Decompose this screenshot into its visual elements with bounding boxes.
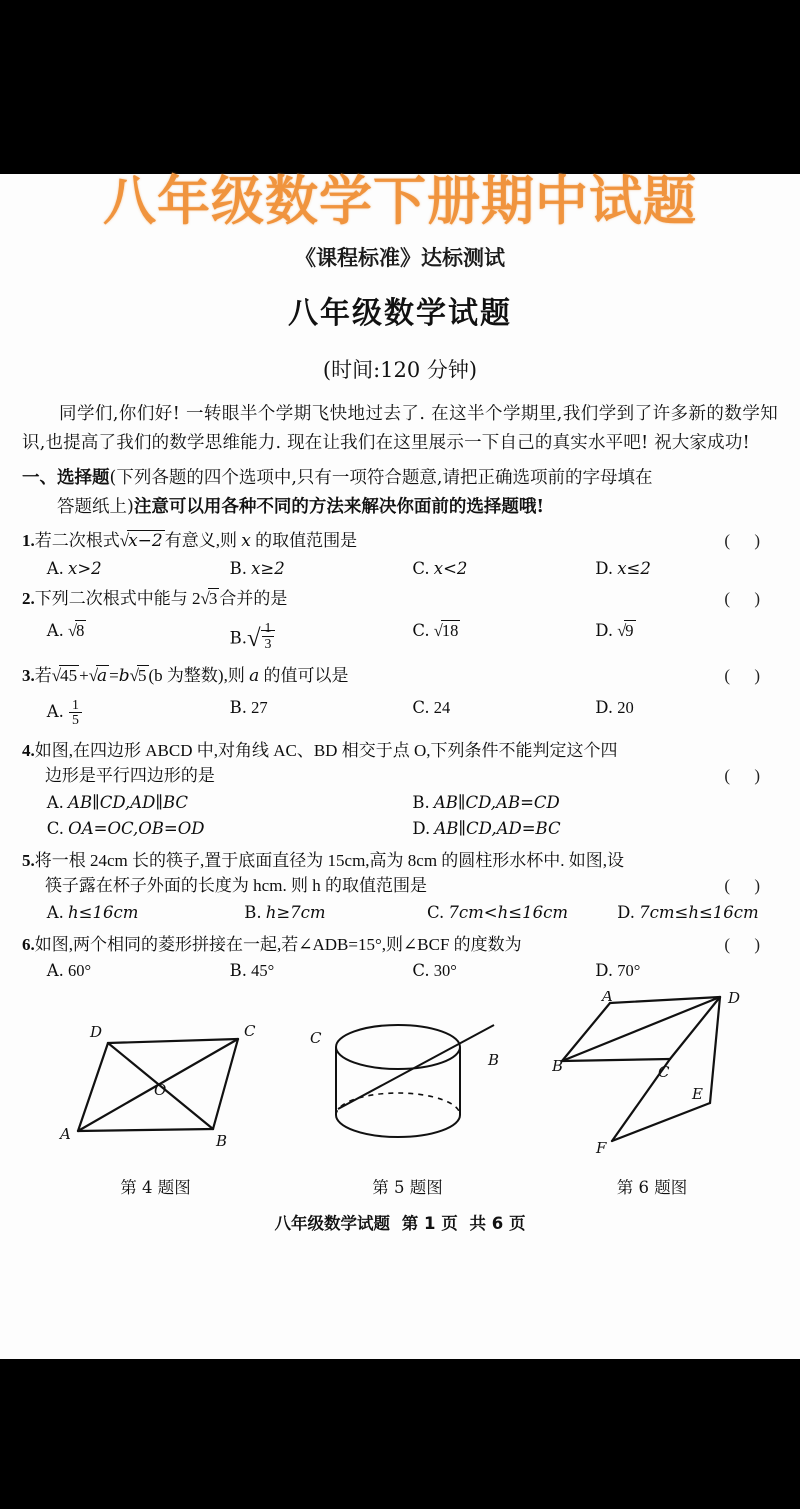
option-4b-label: B.	[412, 792, 430, 812]
option-2c-radicand: 18	[441, 621, 459, 641]
option-2b[interactable]	[230, 621, 413, 653]
question-2-stem-a: 下列二次根式中能与	[34, 588, 188, 608]
option-5b-text: h≥7cm	[265, 902, 326, 922]
option-2a-radicand: 8	[76, 621, 85, 641]
answer-bracket-2[interactable]: ( )	[724, 588, 770, 608]
option-6b-text: 45°	[251, 961, 275, 981]
option-1d-text: x≤2	[617, 558, 651, 578]
option-1a[interactable]	[47, 559, 230, 579]
question-1-number: 1.	[22, 531, 35, 551]
radical-x-minus-2: √x−2	[119, 531, 163, 552]
question-5-text-2: 筷子露在杯子外面的长度为 hcm. 则 h 的取值范围是	[44, 876, 427, 896]
option-6a[interactable]	[47, 961, 230, 981]
subtitle: 《课程标准》达标测试	[295, 245, 505, 270]
top-letterbox-bar	[0, 0, 800, 152]
question-1-radicand: x−2	[128, 531, 163, 552]
figure-6-label-B: B	[552, 1057, 564, 1076]
option-6b[interactable]	[230, 961, 413, 981]
option-6a-label: A.	[46, 961, 64, 981]
question-3-variable: a	[249, 666, 260, 687]
option-6d-text: 70°	[617, 961, 641, 981]
radical-45: √45	[51, 666, 78, 686]
option-5b-label: B.	[244, 902, 262, 922]
figure-6-label-F: F	[596, 1139, 607, 1158]
option-4b[interactable]	[412, 793, 778, 813]
option-5a[interactable]	[47, 903, 244, 923]
question-3-radicand-2: a	[97, 666, 108, 687]
radical-5: √5	[129, 666, 147, 686]
question-4-text-2: 边形是平行四边形的是	[44, 766, 215, 786]
question-4-options-row2	[22, 819, 778, 839]
option-5d-label: D.	[617, 902, 636, 922]
answer-bracket-4[interactable]: ( )	[724, 766, 770, 786]
figure-4-caption: 第 4 题图	[120, 1178, 191, 1198]
question-6-stem	[22, 932, 778, 958]
figure-4-label-O: O	[154, 1081, 167, 1100]
section-instruction-paren: 答题纸上)	[57, 496, 134, 517]
option-6d[interactable]	[595, 961, 778, 981]
question-2-stem	[22, 586, 778, 612]
option-3d-label: D.	[595, 697, 614, 717]
question-3-coefficient-b: b	[118, 666, 130, 687]
question-6-options	[22, 961, 778, 981]
question-3-stem-b: (b 为整数),则	[148, 666, 245, 686]
question-4-stem-line1	[22, 738, 778, 764]
option-5b[interactable]	[244, 903, 427, 923]
figure-6-caption: 第 6 题图	[616, 1178, 688, 1198]
figure-5-label-C: C	[309, 1029, 321, 1048]
radical-a: √a	[88, 666, 108, 687]
question-3-number: 3.	[22, 666, 35, 686]
question-4-options-row1	[22, 793, 778, 813]
option-3b[interactable]	[230, 698, 413, 728]
section-instruction: (下列各题的四个选项中,只有一项符合题意,请把正确选项前的字母填在	[109, 468, 653, 489]
document-title: 八年级数学试题	[288, 295, 512, 331]
option-1c-label: C.	[412, 558, 430, 578]
option-6b-label: B.	[229, 961, 247, 981]
question-2-radicand: 3	[208, 588, 218, 608]
answer-bracket-5[interactable]: ( )	[724, 876, 770, 896]
question-1-stem-c: 的取值范围是	[255, 531, 358, 551]
page-footer	[22, 1210, 778, 1234]
exam-page	[0, 171, 800, 1359]
question-5-number: 5.	[22, 850, 35, 870]
question-6-text-1: 如图,两个相同的菱形拼接在一起,若∠ADB=15°,则∠BCF 的度数为	[34, 934, 522, 954]
option-2d-radicand: 9	[625, 621, 634, 641]
question-5-stem-line2	[22, 873, 778, 899]
question-2-coefficient: 2	[192, 588, 201, 608]
option-1a-label: A.	[46, 558, 64, 578]
option-3a-label: A.	[46, 701, 64, 721]
question-2-stem-c: 合并的是	[219, 588, 288, 608]
section-instruction-bold: 注意可以用各种不同的方法来解决你面前的选择题哦!	[133, 496, 545, 517]
option-3a-numerator: 1	[69, 698, 82, 714]
option-5c-label: C.	[427, 902, 445, 922]
question-5	[22, 848, 778, 923]
option-5a-text: h≤16cm	[68, 902, 139, 922]
question-1-stem-b: 有意义,则	[164, 531, 237, 551]
option-2c-radical: √18	[433, 621, 459, 641]
option-2b-label: B.	[229, 628, 247, 648]
option-4d-text: AB∥CD,AD=BC	[434, 818, 561, 838]
option-2c-label: C.	[412, 621, 430, 641]
question-3	[22, 663, 778, 728]
question-3-radicand-3: 5	[138, 666, 147, 686]
question-5-text-1: 将一根 24cm 长的筷子,置于底面直径为 15cm,高为 8cm 的圆柱形水杯中. 如图,设	[34, 850, 625, 870]
option-4c-text: OA=OC,OB=OD	[68, 818, 205, 838]
question-4-stem-line2	[22, 763, 778, 789]
option-2d-label: D.	[595, 621, 614, 641]
question-1-options	[22, 559, 778, 579]
footer-total: 共 6 页	[469, 1214, 526, 1234]
option-1d-label: D.	[595, 558, 614, 578]
figure-5-caption: 第 5 题图	[372, 1178, 443, 1198]
option-1a-text: x>2	[68, 558, 102, 578]
parallelogram-abcd-diagram	[48, 1011, 263, 1161]
radical-3: √3	[200, 588, 218, 608]
question-3-radicand-1: 45	[60, 666, 78, 686]
figure-6-label-D: D	[728, 991, 741, 1008]
option-4a-text: AB∥CD,AD∥BC	[68, 792, 189, 812]
option-6c[interactable]	[412, 961, 595, 981]
question-4	[22, 738, 778, 839]
option-3d-text: 20	[617, 697, 634, 717]
option-1d[interactable]	[595, 559, 778, 579]
answer-bracket-1[interactable]: ( )	[724, 531, 770, 551]
option-4a[interactable]	[47, 793, 413, 813]
answer-bracket-6[interactable]: ( )	[724, 934, 770, 954]
option-1b-text: x≥2	[251, 558, 285, 578]
option-5d-text: 7cm≤h≤16cm	[639, 902, 759, 922]
question-1-stem	[22, 528, 778, 555]
question-5-options	[22, 903, 778, 923]
option-3a-fraction	[69, 698, 82, 728]
option-4a-label: A.	[46, 792, 64, 812]
figure-5-label-B: B	[487, 1051, 499, 1070]
banner-title: 八年级数学下册期中试题	[103, 171, 697, 232]
figure-4-label-B: B	[216, 1132, 228, 1151]
question-1	[22, 528, 778, 579]
question-6-number: 6.	[22, 934, 35, 954]
option-1b-label: B.	[229, 558, 247, 578]
timing-note: (时间:120 分钟)	[322, 357, 478, 382]
figure-question-4	[48, 1011, 263, 1198]
option-2d-radical: √9	[617, 621, 634, 641]
section-instruction-line2	[22, 493, 778, 521]
option-2a[interactable]	[47, 621, 230, 653]
option-2b-radical-fraction: √ $\frac{1}{3}$	[247, 621, 276, 653]
question-2-number: 2.	[22, 588, 35, 608]
question-4-text-1: 如图,在四边形 ABCD 中,对角线 AC、BD 相交于点 O,下列条件不能判定这个四	[34, 740, 618, 760]
question-3-equals: =	[109, 666, 119, 686]
question-5-stem-line1	[22, 848, 778, 874]
option-4b-text: AB∥CD,AB=CD	[433, 792, 560, 812]
question-1-variable: x	[241, 531, 251, 552]
section-label: 一、选择题	[22, 468, 110, 489]
option-6c-label: C.	[412, 961, 430, 981]
question-3-stem-a: 若	[34, 666, 52, 686]
option-6a-text: 60°	[68, 961, 92, 981]
figure-6-label-C: C	[658, 1063, 670, 1082]
option-3d[interactable]	[595, 698, 778, 728]
option-3c-text: 24	[433, 697, 451, 717]
question-4-number: 4.	[22, 740, 35, 760]
option-3a-denominator: 5	[72, 712, 79, 728]
figure-6-label-E: E	[692, 1085, 703, 1104]
option-3c[interactable]	[412, 698, 595, 728]
option-4c[interactable]	[47, 819, 413, 839]
section-heading	[22, 464, 778, 521]
option-6d-label: D.	[595, 961, 614, 981]
option-5c-text: 7cm<h≤16cm	[448, 902, 568, 922]
option-4d[interactable]	[412, 819, 778, 839]
question-2-options	[22, 621, 778, 653]
option-2b-denominator: 3	[264, 635, 272, 651]
option-3b-label: B.	[229, 697, 247, 717]
footer-page: 第 1 页	[401, 1214, 458, 1234]
option-1b[interactable]	[230, 559, 413, 579]
option-1c[interactable]	[412, 559, 595, 579]
figure-4-label-C: C	[244, 1022, 256, 1041]
question-6	[22, 932, 778, 982]
option-6c-text: 30°	[433, 961, 457, 981]
question-1-stem-a: 若二次根式	[34, 531, 120, 551]
figure-4-label-A: A	[60, 1125, 71, 1144]
question-3-options	[22, 698, 778, 728]
footer-title: 八年级数学试题	[274, 1214, 391, 1234]
option-4c-label: C.	[46, 818, 65, 838]
intro-paragraph	[22, 400, 778, 459]
option-1c-text: x<2	[433, 558, 468, 578]
option-2a-radical: √8	[68, 621, 85, 641]
question-2	[22, 586, 778, 654]
option-2c[interactable]	[412, 621, 595, 653]
option-4d-label: D.	[412, 818, 431, 838]
figure-4-label-D: D	[90, 1023, 103, 1042]
option-2d[interactable]	[595, 621, 778, 653]
cylinder-cup-diagram	[308, 1011, 508, 1161]
option-5c[interactable]	[427, 903, 617, 923]
option-3a[interactable]	[47, 698, 230, 728]
option-2a-label: A.	[46, 621, 64, 641]
option-2b-numerator: 1	[262, 621, 275, 637]
option-5d[interactable]	[617, 903, 778, 923]
figure-question-6	[552, 991, 752, 1198]
figure-question-5	[308, 1011, 508, 1198]
figure-6-label-A: A	[602, 991, 613, 1006]
two-rhombi-diagram	[552, 991, 752, 1161]
question-3-plus: +	[79, 666, 89, 686]
question-3-stem-c: 的值可以是	[263, 666, 349, 686]
option-3c-label: C.	[412, 697, 430, 717]
option-5a-label: A.	[46, 902, 64, 922]
answer-bracket-3[interactable]: ( )	[724, 666, 770, 686]
question-3-stem	[22, 663, 778, 690]
option-3b-text: 27	[251, 697, 268, 717]
figures-row	[22, 991, 778, 1198]
intro-text: 同学们,你们好! 一转眼半个学期飞快地过去了. 在这半个学期里,我们学到了许多新的数学知识,也提高了我们的数学思维能力. 现在让我们在这里展示一下自己的真实水平吧! 祝大家成功!	[22, 403, 778, 454]
